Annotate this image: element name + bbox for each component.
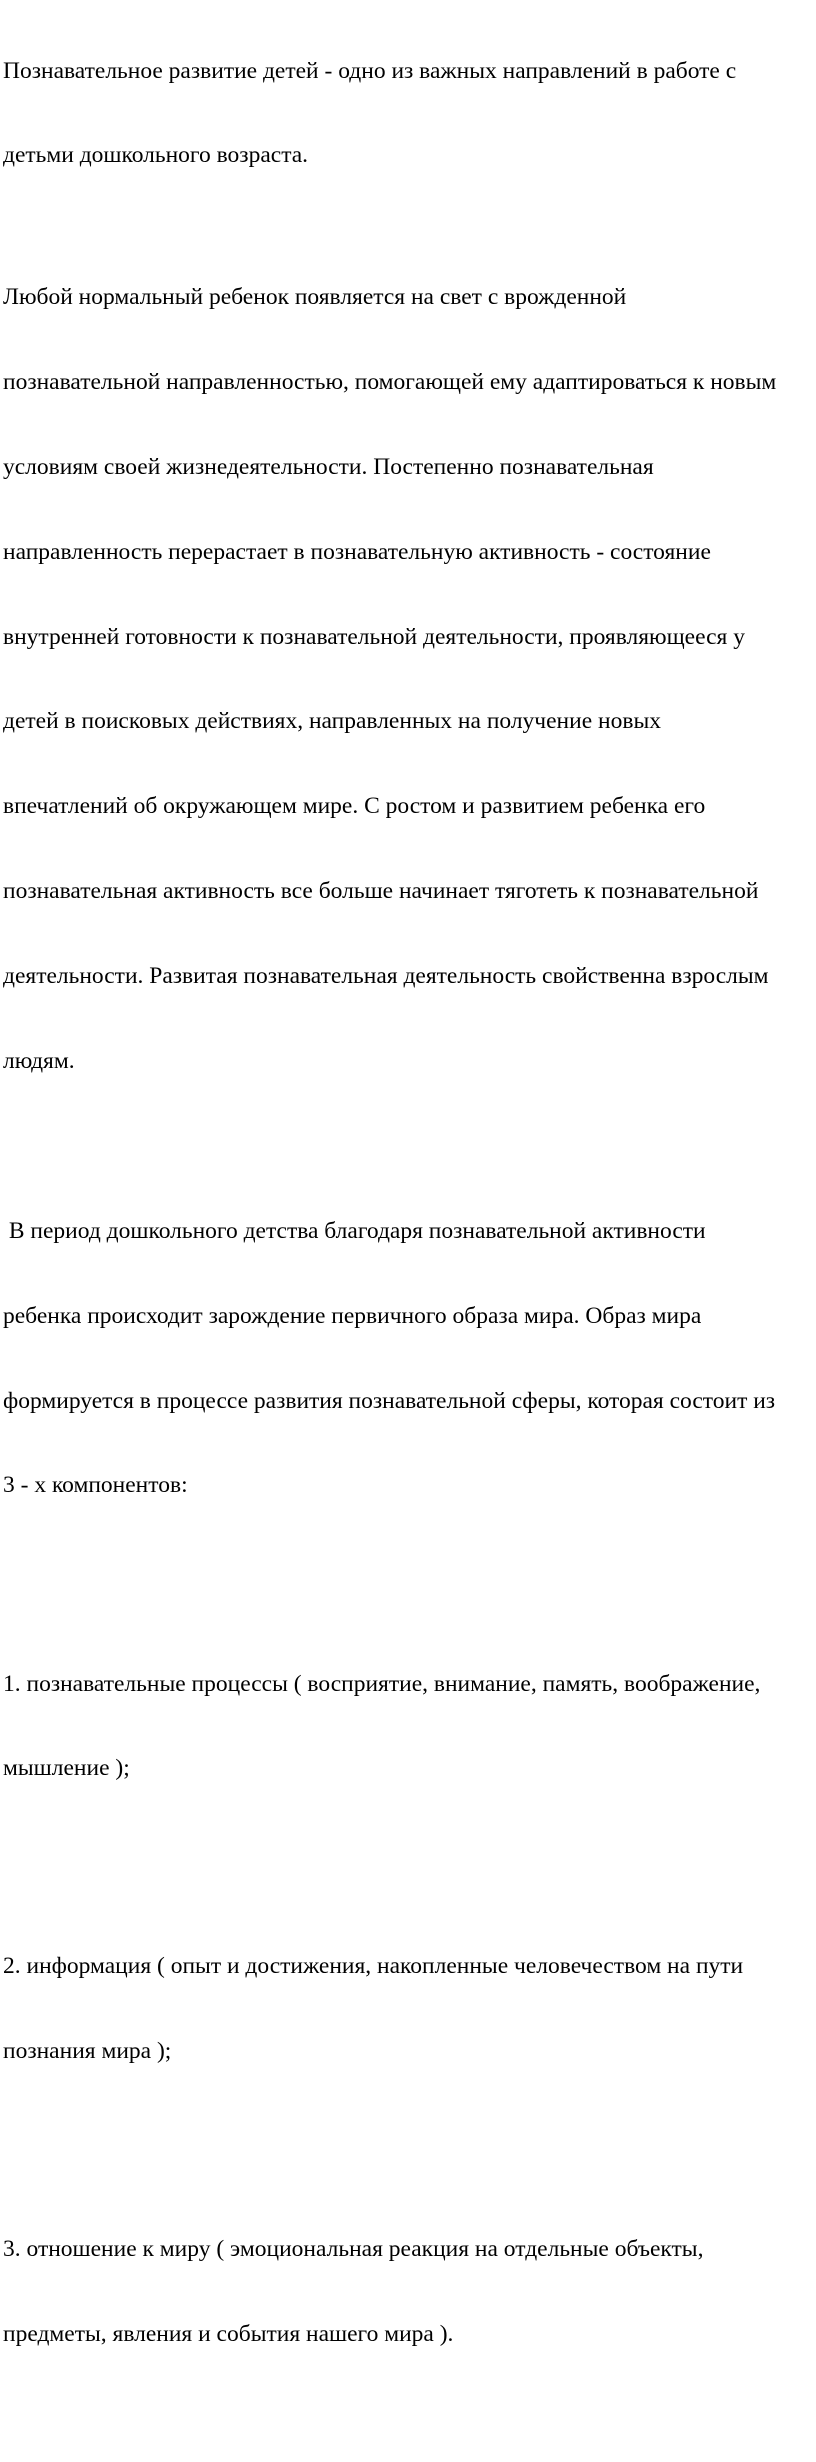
text-line: Любой нормальный ребенок появляется на свет с врожденной (3, 283, 627, 310)
text-line: впечатлений об окружающем мире. С ростом и развитием ребенка его (3, 793, 706, 820)
text-line: внутренней готовности к познавательной деятельности, проявляющееся у (3, 623, 745, 650)
text-line: формируется в процессе развития познавательной сферы, которая состоит из (3, 1387, 776, 1414)
text-line: людям. (3, 1047, 75, 1074)
text-line: предметы, явления и события нашего мира ). (3, 2321, 454, 2348)
paragraph-spacer (3, 1132, 813, 1160)
list-item (3, 1896, 813, 2122)
components-list (3, 1556, 813, 2462)
text-line: детьми дошкольного возраста. (3, 142, 309, 169)
text-line: условиям своей жизнедеятельности. Постепенно познавательная (3, 453, 654, 480)
text-line: ребенка происходит зарождение первичного образа мира. Образ мира (3, 1302, 702, 1329)
text-line: В период дошкольного детства благодаря познавательной активности (3, 1217, 706, 1244)
text-line: познания мира ); (3, 2038, 172, 2065)
text-line: мышление ); (3, 1755, 130, 1782)
list-item (3, 2179, 813, 2405)
text-line: 3. отношение к миру ( эмоциональная реакция на отдельные объекты, (3, 2236, 704, 2263)
text-line: детей в поисковых действиях, направленных на получение новых (3, 708, 661, 735)
text-line: познавательная активность все больше начинает тяготеть к познавательной (3, 878, 759, 905)
document-page (3, 0, 813, 2462)
list-item (3, 1613, 813, 1839)
cognitive-activity-paragraph (3, 226, 813, 1132)
text-line: познавательной направленностью, помогающей ему адаптироваться к новым (3, 368, 777, 395)
intro-paragraph (3, 0, 813, 226)
text-line: направленность перерастает в познавательную активность - состояние (3, 538, 711, 565)
text-line: Познавательное развитие детей - одно из важных направлений в работе с (3, 57, 737, 84)
text-line: деятельности. Развитая познавательная деятельность свойственна взрослым (3, 963, 769, 990)
text-line: 2. информация ( опыт и достижения, накопленные человечеством на пути (3, 1953, 744, 1980)
text-line: 1. познавательные процессы ( восприятие, внимание, память, воображение, (3, 1670, 761, 1697)
text-line: 3 - х компонентов: (3, 1472, 188, 1499)
world-image-paragraph (3, 1160, 813, 1556)
